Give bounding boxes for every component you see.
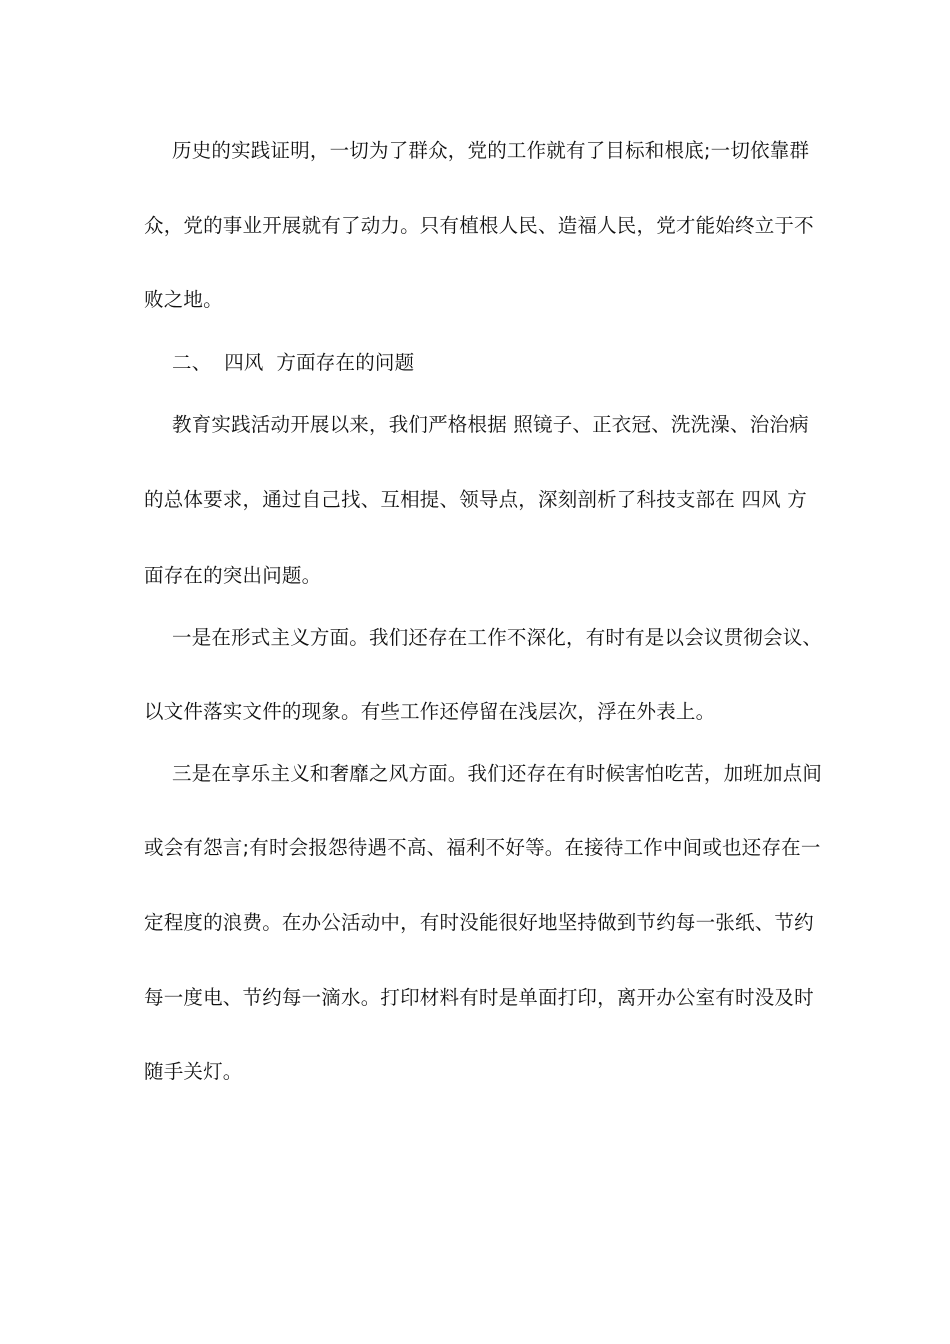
text-line: 定程度的浪费。在办公活动中，有时没能很好地坚持做到节约每一张纸、节约	[144, 911, 814, 934]
text-line: 历史的实践证明，一切为了群众，党的工作就有了目标和根底;一切依靠群	[172, 139, 810, 162]
text-line: 或会有怨言;有时会报怨待遇不高、福利不好等。在接待工作中间或也还存在一	[144, 836, 821, 859]
text-line: 的总体要求，通过自己找、互相提、领导点，深刻剖析了科技支部在 四风 方	[144, 488, 807, 511]
text-line: 教育实践活动开展以来，我们严格根据 照镜子、正衣冠、洗洗澡、治治病	[172, 413, 809, 436]
heading-text: 二、 四风 方面存在的问题	[172, 351, 415, 374]
text-line: 随手关灯。	[144, 1060, 243, 1083]
text-line: 败之地。	[144, 288, 223, 311]
text-line: 一是在形式主义方面。我们还存在工作不深化，有时有是以会议贯彻会议、	[172, 626, 823, 649]
text-line: 众，党的事业开展就有了动力。只有植根人民、造福人民，党才能始终立于不	[144, 214, 814, 237]
text-line: 面存在的突出问题。	[144, 564, 322, 587]
text-line: 以文件落实文件的现象。有些工作还停留在浅层次，浮在外表上。	[144, 700, 716, 723]
text-line: 三是在享乐主义和奢靡之风方面。我们还存在有时候害怕吃苦，加班加点间	[172, 762, 823, 785]
text-line: 每一度电、节约每一滴水。打印材料有时是单面打印，离开办公室有时没及时	[144, 986, 814, 1009]
